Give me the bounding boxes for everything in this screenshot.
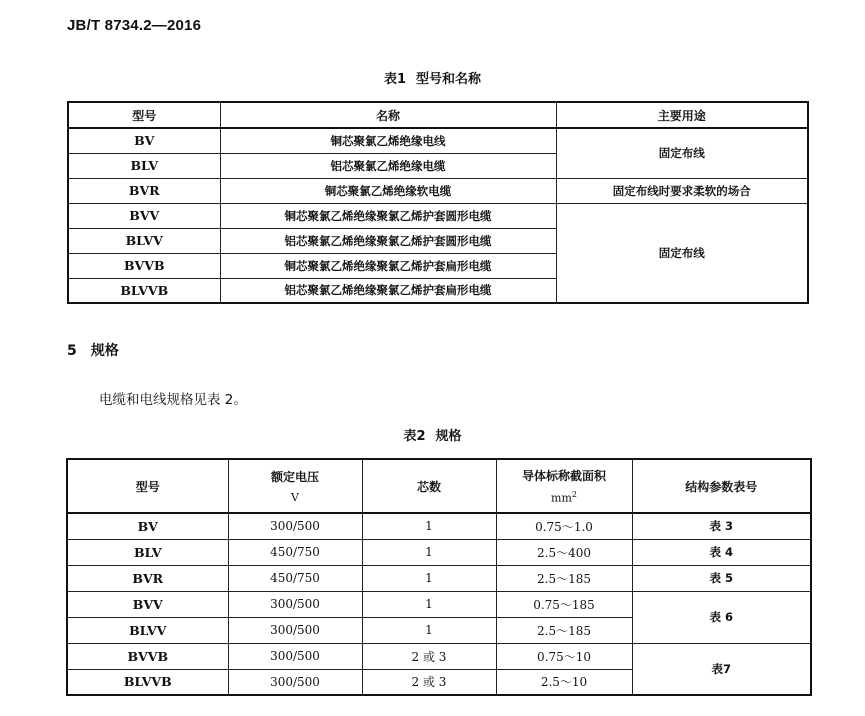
header-model: 型号 (68, 102, 220, 128)
model-cell: BLVVB (68, 278, 220, 303)
model-cell: BLV (68, 153, 220, 178)
model-name-table (67, 101, 809, 304)
name-cell: 铝芯聚氯乙烯绝缘电缆 (220, 153, 556, 178)
param-table-cell: 表7 (632, 643, 811, 695)
param-table-cell: 表 3 (632, 513, 811, 539)
header-section-unit-base: mm (551, 491, 572, 505)
header-section-unit-exponent: 2 (571, 490, 577, 500)
section-heading (67, 340, 119, 360)
cores-cell: 1 (362, 565, 496, 591)
model-cell: BLVVB (67, 669, 228, 695)
section-cell: 0.75～185 (496, 591, 632, 617)
table1-caption-number: 表1 (383, 72, 407, 87)
name-cell: 铝芯聚氯乙烯绝缘聚氯乙烯护套圆形电缆 (220, 228, 556, 253)
voltage-cell: 300/500 (228, 591, 362, 617)
cores-cell: 1 (362, 539, 496, 565)
cores-cell: 1 (362, 591, 496, 617)
section-title: 规格 (90, 343, 119, 359)
model-cell: BVVB (67, 643, 228, 669)
table-row (67, 643, 811, 669)
name-cell: 铝芯聚氯乙烯绝缘聚氯乙烯护套扁形电缆 (220, 278, 556, 303)
header-name: 名称 (220, 102, 556, 128)
model-cell: BLV (67, 539, 228, 565)
table-row (67, 513, 811, 539)
table-header-row (68, 102, 808, 128)
name-cell: 铜芯聚氯乙烯绝缘电线 (220, 128, 556, 153)
model-cell: BVR (67, 565, 228, 591)
table1-caption-title: 型号和名称 (416, 72, 482, 87)
cores-cell: 2 或 3 (362, 669, 496, 695)
model-cell: BLVV (67, 617, 228, 643)
cores-cell: 2 或 3 (362, 643, 496, 669)
section-cell: 2.5～185 (496, 565, 632, 591)
table-row (68, 128, 808, 153)
voltage-cell: 300/500 (228, 643, 362, 669)
table2-caption-number: 表2 (403, 429, 426, 444)
voltage-cell: 450/750 (228, 539, 362, 565)
header-model: 型号 (67, 459, 228, 513)
section-cell: 2.5～10 (496, 669, 632, 695)
section-number: 5 (67, 343, 77, 359)
voltage-cell: 300/500 (228, 617, 362, 643)
model-cell: BVV (68, 203, 220, 228)
table2-caption-title: 规格 (435, 429, 462, 444)
table-row (67, 539, 811, 565)
header-voltage (228, 459, 362, 513)
header-section (496, 459, 632, 513)
model-cell: BLVV (68, 228, 220, 253)
header-section-unit (497, 490, 632, 505)
table-row (67, 565, 811, 591)
cores-cell: 1 (362, 617, 496, 643)
specification-table (66, 458, 812, 696)
voltage-cell: 300/500 (228, 669, 362, 695)
section-cell: 2.5～185 (496, 617, 632, 643)
model-cell: BV (67, 513, 228, 539)
name-cell: 铜芯聚氯乙烯绝缘聚氯乙烯护套扁形电缆 (220, 253, 556, 278)
table-row (68, 178, 808, 203)
model-cell: BVV (67, 591, 228, 617)
table-row (67, 591, 811, 617)
section-cell: 0.75～10 (496, 643, 632, 669)
voltage-cell: 450/750 (228, 565, 362, 591)
header-voltage-unit: V (291, 491, 299, 504)
header-cores: 芯数 (362, 459, 496, 513)
cores-cell: 1 (362, 513, 496, 539)
param-table-cell: 表 6 (632, 591, 811, 643)
model-cell: BVR (68, 178, 220, 203)
table2-caption (0, 425, 865, 444)
header-voltage-label: 额定电压 (270, 470, 319, 484)
table1-caption (0, 68, 865, 87)
header-usage: 主要用途 (556, 102, 808, 128)
model-cell: BV (68, 128, 220, 153)
voltage-cell: 300/500 (228, 513, 362, 539)
section-cell: 2.5～400 (496, 539, 632, 565)
section-paragraph: 电缆和电线规格见表 2。 (99, 392, 247, 408)
table-header-row (67, 459, 811, 513)
usage-cell: 固定布线 (556, 128, 808, 178)
name-cell: 铜芯聚氯乙烯绝缘软电缆 (220, 178, 556, 203)
name-cell: 铜芯聚氯乙烯绝缘聚氯乙烯护套圆形电缆 (220, 203, 556, 228)
param-table-cell: 表 5 (632, 565, 811, 591)
table-row (68, 203, 808, 228)
usage-cell: 固定布线时要求柔软的场合 (556, 178, 808, 203)
header-param-table: 结构参数表号 (632, 459, 811, 513)
model-cell: BVVB (68, 253, 220, 278)
header-section-label: 导体标称截面积 (521, 469, 606, 484)
standard-code: JB/T 8734.2—2016 (67, 17, 202, 34)
section-cell: 0.75～1.0 (496, 513, 632, 539)
usage-cell: 固定布线 (556, 203, 808, 303)
param-table-cell: 表 4 (632, 539, 811, 565)
